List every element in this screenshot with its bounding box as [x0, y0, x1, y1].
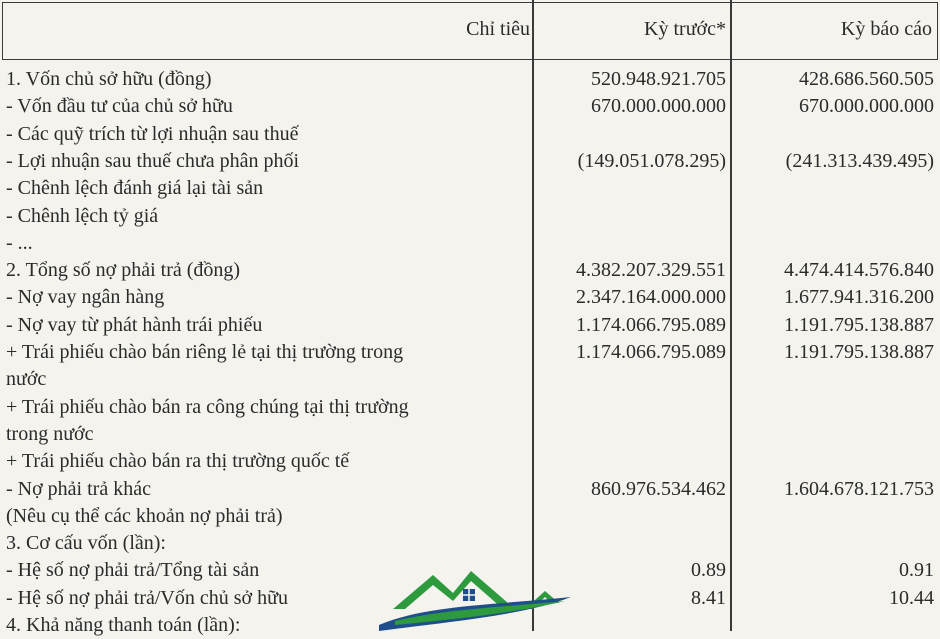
- table-row: [0, 257, 940, 284]
- row-label: 1. Vốn chủ sở hữu (đồng): [6, 68, 212, 90]
- row-value-current: 1.191.795.138.887: [784, 341, 934, 363]
- row-label: - Hệ số nợ phải trả/Tổng tài sản: [6, 559, 260, 582]
- row-value-current: 1.191.795.138.887: [784, 313, 934, 336]
- table-row: [0, 284, 940, 311]
- row-value-current: 4.474.414.576.840: [784, 259, 934, 282]
- row-value-previous: 4.382.207.329.551: [576, 259, 726, 282]
- row-label: + Trái phiếu chào bán ra thị trường quốc tế: [6, 450, 350, 473]
- row-label: + Trái phiếu chào bán ra công chúng tại thị trường: [6, 395, 409, 418]
- row-label: - Nợ vay ngân hàng: [6, 286, 165, 309]
- row-label: - Vốn đầu tư của chủ sở hữu: [6, 95, 233, 118]
- row-label: + Trái phiếu chào bán riêng lẻ tại thị trường trong: [6, 341, 404, 363]
- house-roof-logo-icon: [375, 565, 575, 631]
- table-row: [0, 421, 940, 448]
- row-value-current: 1.604.678.121.753: [784, 477, 934, 500]
- table-row: [0, 366, 940, 393]
- row-label: - Các quỹ trích từ lợi nhuận sau thuế: [6, 122, 299, 145]
- table-row: [0, 476, 940, 503]
- row-label: - Chênh lệch tỷ giá: [6, 204, 159, 227]
- row-value-current: 428.686.560.505: [799, 68, 934, 90]
- row-value-previous: 2.347.164.000.000: [576, 286, 726, 309]
- table-row: [0, 394, 940, 421]
- row-value-current: 0.91: [899, 559, 934, 582]
- row-label: 3. Cơ cấu vốn (lần):: [6, 532, 166, 555]
- row-label: 4. Khả năng thanh toán (lần):: [6, 614, 241, 636]
- header-indicator: Chỉ tiêu: [466, 18, 530, 40]
- row-label: - Chênh lệch đánh giá lại tài sản: [6, 177, 264, 200]
- row-label: nước: [6, 368, 47, 391]
- table-row: [0, 312, 940, 339]
- row-value-previous: 670.000.000.000: [591, 95, 726, 118]
- table-row: [0, 339, 940, 366]
- row-label: - Nợ vay từ phát hành trái phiếu: [6, 313, 263, 336]
- row-label: - Hệ số nợ phải trả/Vốn chủ sở hữu: [6, 586, 288, 609]
- table-row: [0, 148, 940, 175]
- row-label: - Nợ phải trả khác: [6, 477, 151, 500]
- row-value-previous: 8.41: [691, 586, 726, 609]
- row-value-previous: (149.051.078.295): [577, 149, 726, 172]
- row-value-previous: 1.174.066.795.089: [576, 341, 726, 363]
- row-value-current: 10.44: [889, 586, 934, 609]
- row-label: (Nêu cụ thể các khoản nợ phải trả): [6, 504, 283, 527]
- row-value-current: 1.677.941.316.200: [784, 286, 934, 309]
- table-row: [0, 175, 940, 202]
- row-value-previous: 860.976.534.462: [591, 477, 726, 500]
- row-value-previous: 0.89: [691, 559, 726, 582]
- table-row: [0, 503, 940, 530]
- table-row: [0, 530, 940, 557]
- row-value-current: (241.313.439.495): [785, 149, 934, 172]
- row-value-previous: 520.948.921.705: [591, 68, 726, 90]
- table-row: [0, 203, 940, 230]
- row-label: - ...: [6, 231, 33, 254]
- table-row: [0, 230, 940, 257]
- table-row: [0, 93, 940, 120]
- row-value-current: 670.000.000.000: [799, 95, 934, 118]
- table-row: [0, 121, 940, 148]
- row-label: - Lợi nhuận sau thuế chưa phân phối: [6, 149, 300, 172]
- row-value-previous: 1.174.066.795.089: [576, 313, 726, 336]
- header-current-period: Kỳ báo cáo: [840, 18, 932, 40]
- header-previous-period: Kỳ trước*: [644, 18, 726, 40]
- table-row: [0, 448, 940, 475]
- row-label: trong nước: [6, 422, 94, 445]
- row-label: 2. Tổng số nợ phải trả (đồng): [6, 259, 241, 282]
- table-row: [0, 66, 940, 93]
